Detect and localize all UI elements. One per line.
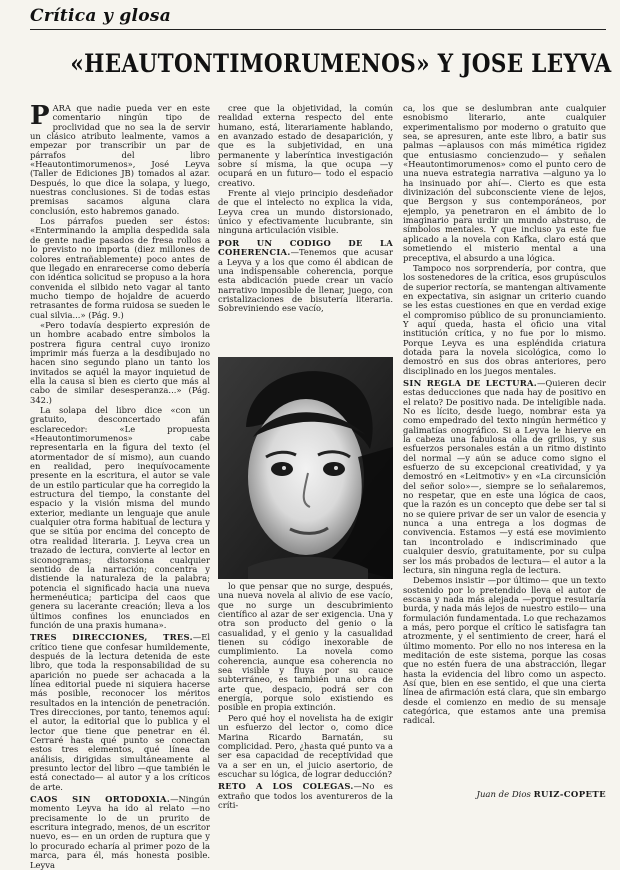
paragraph-text: —No es extraño que todos los aventureros de la críti- [218,781,393,810]
paragraph: La solapa del libro dice «con un gratuito, desconcertado afán esclarecedor: «Le propuesta «Heautontimorumenos» cabe representarla en la figura del texto (el atormentador de sí mismo), aun cuando en realidad, pero inequívocamente presente en la escritura, el autor se vale de un estilo particular que ha corregido la estructura del tiempo, la constante del espacio y la visión misma del mundo exterior, mediante un lenguaje que anule cualquier otra forma habitual de lectura y que se sitúa por encima del concepto de otra realidad literaria. J. Leyva crea un trazado de lectura, convierte al lector en siconogramas; distorsiona cualquier sentido de la narración; concentra y distiende la naturaleza de la palabra; potencia el significado hacia una nueva hermenéutica; participa del caos que genera su lacerante creación; lleva a los últimos confines los enunciados en función de una praxis humana». [30,405,210,630]
subheading: CAOS SIN ORTODOXIA. [30,794,171,805]
subheading: RETO A LOS COLEGAS. [218,781,354,792]
article-headline: «HEAUTONTIMORUMENOS» Y JOSE LEYVA [70,49,612,78]
paragraph: Frente al viejo principio desdeñador de que el intelecto no explica la vida, Leyva crea un mundo distorsionado, único y efectivamente lucubrante, sin ninguna articulación visible. [218,188,393,236]
subheading: TRES DIRECCIONES, TRES. [30,632,193,643]
article-column-3 [403,104,606,810]
paragraph: cree que la objetividad, la común realidad externa respecto del ente humano, está, literariamente hablando, en avanzado estado de desaparición, y que es la subjetividad, en una permanente y laberíntica investigación sobre sí misma, la que ocupa —y ocupará en un futuro— todo el espacio creativo. [218,103,393,188]
paragraph: «Pero todavía despierto expresión de un hombre acabado entre símbolos la postrera figura central cuyo ironizo imprimir más fuerza a la desdibujado no hacen sino segundo plano un tanto los invitados se aquél la mayor inquietud de ella la causa si bien es cierto que más al cabo de similar desesperanza...» (Pág. 342.) [30,319,210,405]
paragraph [218,239,393,314]
paragraph: lo que pensar que no surge, después, una nueva novela al alivio de ese vacío, que no surge un descubrimiento científico al azar de ser exigencia. Una y otra son producto del genio o la casualidad, y el genio y la casualidad tienen su código inexorable de cumplimiento. La novela como coherencia, aunque esa coherencia no sea visible y fluya por su cauce subterráneo, es también una obra de arte que, despacio, podrá ser con energía, porque solo existiendo es posible en propia extinción. [218,581,393,713]
subheading: POR UN CODIGO DE LA COHERENCIA. [218,237,393,258]
paragraph [30,795,210,870]
paragraph [30,101,210,216]
author-portrait-photo [218,357,393,579]
subheading: SIN REGLA DE LECTURA. [403,377,538,388]
article-column-1 [30,101,210,870]
paragraph: Tampoco nos sorprendería, por contra, que los sostenedores de la crítica, esos grupúsculos de superior rectoría, se mantengan altivamente en expectativa, sin asignar un criterio cuando se les estas cuestiones en que en verdad exige el compromiso público de su pronunciamiento. Y aquí queda, hasta el oficio una vital institución crítica, y no fue por lo mismo. Porque Leyva es una espléndida criatura dotada para la novela sicológica, como lo demostró en sus dos obras anteriores, pero disciplinado en los juegos mentales. [403,262,606,376]
section-label: Crítica y glosa [30,6,172,26]
author-signature [477,790,606,800]
paragraph [30,633,210,792]
paragraph-text: ARA que nadie pueda ver en este comentario ningún tipo de proclividad que no sea la de servir un clásico atributo lealmente, vamos a empezar por transcribir un par de párrafos del libro «Heautontimorumenos», José Leyva (Taller de Ediciones JB) tomados al azar. Después, lo que dice la solapa, y luego, nuestras conclusiones. Si de todas estas premisas sacamos alguna clara conclusión, esto habremos ganado. [30,103,210,216]
paragraph-text: —El crítico tiene que confesar humildemente, después de la lectura detenida de este libro, que toda la responsabilidad de su aparición no puede ser achacada a la línea editorial puede ni siquiera hacerse más posible, reconocer los méritos resultados en la intención de penetración. Tres direcciones, por tanto, tenemos aquí: el autor, la editorial que lo publica y el lector que tiene que penetrar en él. Cerraré hasta qué punto se conectan estos tres elementos, qué línea de análisis, dirigidas simultáneamente al presunto lector del libro —que también le está conectado— al autor y a los críticos de arte. [30,632,210,792]
column-2-top [218,104,393,350]
paragraph: ca, los que se deslumbran ante cualquier esnobismo literario, ante cualquier experimentalismo por moderno o gratuito que sea, se apresuren, ante este libro, a batir sus palmas —aplausos con más mimética rigidez que entusiasmo concienzudo— y señalen «Heautontimorumenos» como el punto cero de una nueva estrategia narrativa —alguno ya lo ha insinuado por ahí—. Cierto es que esta divinización del subconsciente viene de lejos, que Bergson y sus contemporáneos, por ejemplo, ya penetraron en el ámbito de lo imaginario para urdir un mundo abstruso, de símbolos mentales. Y que incluso ya este fue aplicado a la novela con Kafka, claro está que sometiendo el misterio mental a una preceptiva, el absurdo a una lógica. [403,103,606,263]
paragraph-text: —Tenemos que acusar a Leyva y a los que como él abdican de una indispensable coherencia, porque esta abdicación puede crear un vacío narrativo imposible de llenar, juego, con cristalizaciones de bisutería literaria. Sobreviniendo ese vacío, [218,247,393,314]
column-2-bottom [218,582,393,810]
drop-cap: P [30,101,50,131]
paragraph: Pero qué hoy el novelista ha de exigir un esfuerzo del lector o, como dice Marina Ricardo Barnatán, su complicidad. Pero, ¿hasta qué punto va a ser esa capacidad de receptividad que va a ser en un, el juicio asertorio, de escuchar su lógica, de lograr deducción? [218,712,393,779]
paragraph-text: —Quieren decir estas deducciones que nada hay de positivo en el relato? De positivo nada. De inteligible nada. No es lícito, desde luego, nombrar esta ya como empedrado del texto ningún hermético y galimatías onográfico. Si a Leyva le hierve en la cabeza una fabulosa olla de grillos, y sus esfuerzos personales están a un ritmo distinto del normal —y aún se aduce como signo el esfuerzo de su excepcional creatividad, y ya demostró en «Leitmotiv» y en «La circunsición del señor solo»—, siempre se lo señalaremos, no respetar, que en este una lógica de caos, que la razón es un concepto que debe ser tal si no se quiere privar de ser un valor de esencia y nunca a una entrega a los dogmas de convivencia. Estamos —y está ese movimiento tan incontrolado e indiscriminado que cualquier desvío, gratuitamente, por su culpa ser los más probados de lectura— el autor a la lectura, sin ninguna regla de lectura. [403,377,606,575]
paragraph: Los párrafos pueden ser éstos: «Enterminando la amplia despedida sala de gente nadie pasados de fresa rollos a lo previsto no importa (diez millones de colores entrañablemente) poco antes de que llegado en enrarecerse como debería con idéntica solicitud se propuso a la hora convenida el silbido neto vagar al tanto mucho tiempo de hojaldre de acuerdo retrasantes de forma ruidosa se sueden le cual silvia...» (Pág. 9.) [30,216,210,320]
signature-name: RUIZ-COPETE [533,790,606,800]
signature-prefix: Juan de Dios [476,790,531,800]
top-rule [30,29,606,30]
paragraph-text: —Ningún momento Leyva ha ido al relato —no precisamente lo de un prurito de escritura integrado, menos, de un escritor nuevo, es— en un orden de ruptura que y lo procurado echaría al primer pozo de la marca, para él, más honesta posible. Leyva [30,794,210,870]
paragraph: Debemos insistir —por último— que un texto sostenido por lo pretendido lleva el autor de escasa y nada más alejada —porque resultaría burda, y nada más lejos de nuestro estilo— una formulación fundamentada. Lo que rechazamos a más, pero porque el crítico le satisfagra tan atrozmente, y el sentimiento de creer, hará el último momento. Por ello no nos interesa en la meditación de este sistema, porque las cosas que no estén fuera de una abstracción, llegar hasta la evidencia del libro como un aspecto. Así que, bien en ese sentido, el que una cierta línea de afirmación está clara, que sin embargo desde el comienzo en medio de su mensaje categórica, que estamos ante una premisa radical. [403,575,606,726]
paragraph [218,782,393,810]
paragraph [403,379,606,575]
portrait-illustration [218,357,393,579]
